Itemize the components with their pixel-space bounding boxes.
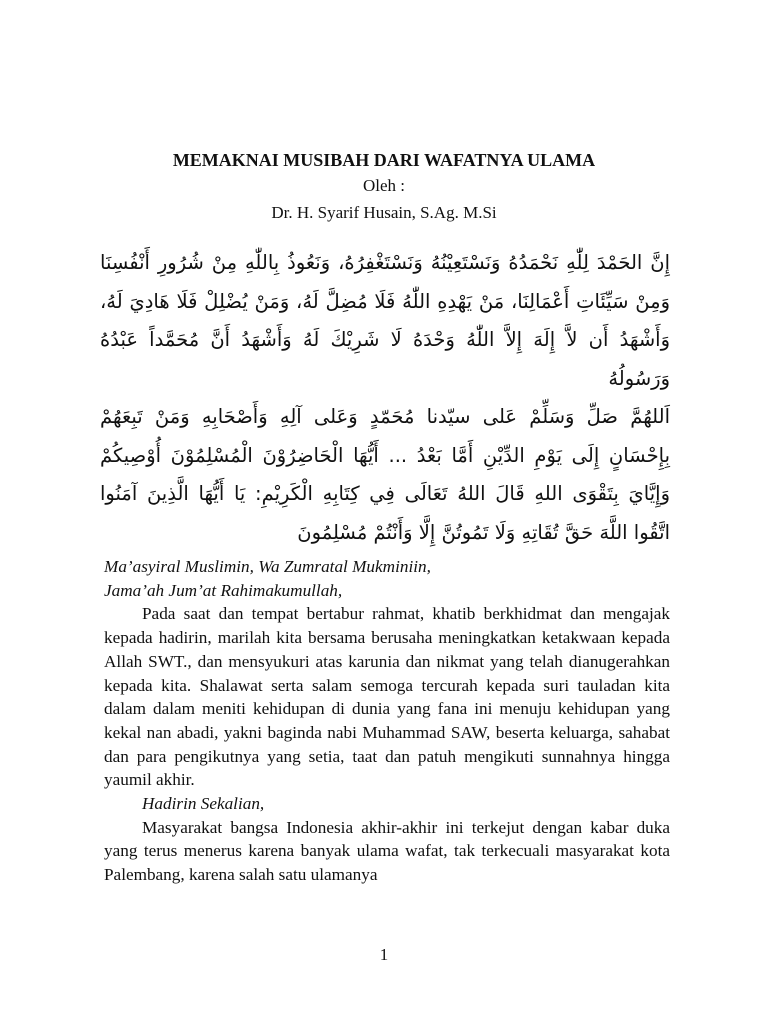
author-name: Dr. H. Syarif Husain, S.Ag. M.Si bbox=[271, 203, 497, 222]
byline-label: Oleh : bbox=[362, 176, 406, 195]
arabic-opening-block bbox=[100, 244, 670, 552]
arabic-paragraph: اَللهُمَّ صَلِّ وَسَلِّمْ عَلى سيّدنا مُحَمّدٍ وَعَلى آلِهِ وَأَصْحَابِهِ وَمَنْ تَبِعَهُمْ بِإِحْسَانٍ إِلَى يَوْمِ الدِّيْنِ أَمَّا بَعْدُ ... أَيُّهَا الْحَاضِرُوْنَ الْمُسْلِمُوْنَ أُوْصِيكُمْ وَإِيَّايَ بِتَقْوَى اللهِ قَالَ اللهُ تَعَالَى فِي كِتَابِهِ الْكَرِيْمِ: يَا أَيُّهَا الَّذِينَ آمَنُوا اتَّقُوا اللَّهَ حَقَّ تُقَاتِهِ وَلَا تَمُوتُنَّ إِلَّا وَأَنْتُمْ مُسْلِمُونَ bbox=[100, 405, 670, 544]
arabic-paragraph: إِنَّ الحَمْدَ لِلّٰهِ نَحْمَدُهُ وَنَسْتَعِيْنُهُ وَنَسْتَغْفِرُهُ، وَنَعُوذُ بِاللّٰهِ مِنْ شُرُورِ أَنْفُسِنَا وَمِنْ سَيِّئَاتِ أَعْمَالِنَا، مَنْ يَهْدِهِ اللّٰهُ فَلَا مُضِلَّ لَهُ، وَمَنْ يُضْلِلْ فَلَا هَادِيَ لَهُ، وَأَشْهَدُ أَن لاَّ إِلَهَ إِلاَّ اللّٰهُ وَحْدَهُ لَا شَرِيْكَ لَهُ وَأَشْهَدُ أَنَّ مُحَمَّداً عَبْدُهُ وَرَسُولُهُ bbox=[100, 251, 670, 390]
greeting-line: Ma’asyiral Muslimin, Wa Zumratal Mukminiin, bbox=[104, 557, 431, 576]
document-title: MEMAKNAI MUSIBAH DARI WAFATNYA ULAMA bbox=[172, 150, 596, 170]
greeting-line: Jama’ah Jum’at Rahimakumullah, bbox=[104, 580, 343, 600]
body-paragraph: Pada saat dan tempat bertabur rahmat, khatib berkhidmat dan mengajak kepada hadirin, marilah kita bersama berusaha meningkatkan ketakwaan kepada Allah SWT., dan mensyukuri atas karunia dan nikmat yang telah dianugerahkan kepada kita. Shalawat serta salam semoga tercurah kepada suri tauladan kita dalam dalam meniti kehidupan di dunia yang fana ini menuju kehidupan yang kekal nan abadi, yakni baginda nabi Muhammad SAW, beserta keluarga, sahabat dan para pengikutnya yang setia, taat dan patuh mengikuti sunnahnya hingga yaumil akhir. bbox=[104, 604, 670, 790]
body-paragraph: Masyarakat bangsa Indonesia akhir-akhir ini terkejut dengan kabar duka yang terus menerus karena banyak ulama wafat, tak terkecuali masyarakat kota Palembang, karena salah satu ulamanya bbox=[104, 817, 670, 885]
section-heading: Hadirin Sekalian, bbox=[142, 794, 265, 814]
page-number: 1 bbox=[379, 945, 389, 964]
sermon-body bbox=[104, 555, 670, 887]
